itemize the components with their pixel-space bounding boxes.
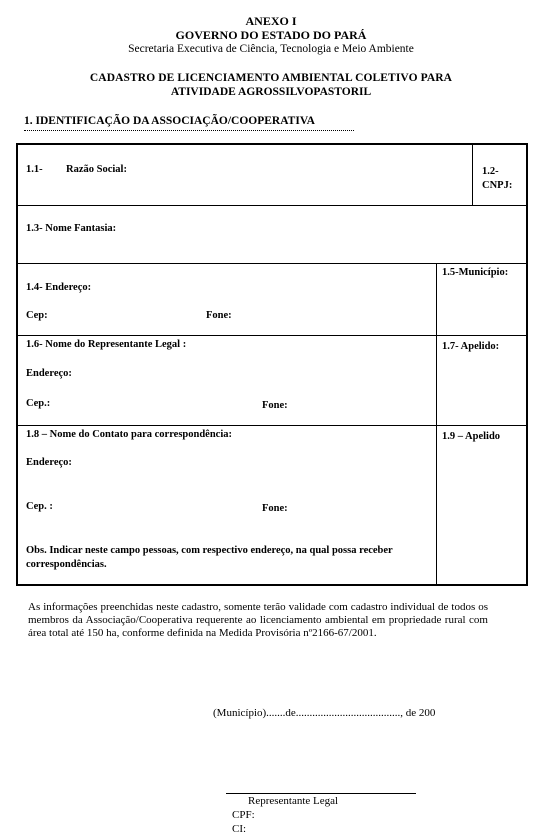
row-divider-3 bbox=[18, 335, 526, 336]
cnpj-field[interactable]: CNPJ: bbox=[482, 180, 513, 191]
secretariat-name: Secretaria Executiva de Ciência, Tecnologia e Meio Ambiente bbox=[128, 43, 414, 55]
representante-legal-field[interactable]: 1.6- Nome do Representante Legal : bbox=[26, 339, 187, 350]
row-divider-1 bbox=[18, 205, 526, 206]
cnpj-number: 1.2- bbox=[482, 166, 499, 177]
representante-cep-field[interactable]: Cep.: bbox=[26, 398, 51, 409]
representante-endereco-field[interactable]: Endereço: bbox=[26, 368, 72, 379]
nome-fantasia-field[interactable]: 1.3- Nome Fantasia: bbox=[26, 223, 117, 234]
cep-field[interactable]: Cep: bbox=[26, 310, 48, 321]
form-title-line1: CADASTRO DE LICENCIAMENTO AMBIENTAL COLETIVO PARA bbox=[89, 72, 453, 84]
date-place-line[interactable]: (Município).......de......................................, de 200 bbox=[213, 707, 436, 719]
identification-form bbox=[16, 143, 528, 586]
ci-field[interactable]: CI: bbox=[232, 823, 247, 835]
form-title-line2: ATIVIDADE AGROSSILVOPASTORIL bbox=[170, 86, 372, 98]
signature-line bbox=[226, 793, 416, 794]
contato-field[interactable]: 1.8 – Nome do Contato para correspondência: bbox=[26, 429, 233, 440]
endereco-field[interactable]: 1.4- Endereço: bbox=[26, 282, 92, 293]
cnpj-column-divider bbox=[472, 145, 473, 205]
validity-note: As informações preenchidas neste cadastro, somente terão validade com cadastro individual de todos os membros da Associação/Cooperativa requerente ao licenciamento ambiental em propriedade rural com área total até 150 ha, conforme definida na Medida Provisória nº2166-67/2001. bbox=[28, 601, 488, 639]
row-divider-2 bbox=[18, 263, 526, 264]
apelido-representante-field[interactable]: 1.7- Apelido: bbox=[442, 341, 500, 352]
contato-fone-field[interactable]: Fone: bbox=[262, 503, 288, 514]
section-1-underline bbox=[24, 130, 354, 131]
annex-label: ANEXO I bbox=[245, 14, 297, 28]
obs-note: Obs. Indicar neste campo pessoas, com respectivo endereço, na qual possa receber correspondências. bbox=[26, 545, 393, 570]
razao-social-number: 1.1- bbox=[26, 164, 43, 175]
contato-cep-field[interactable]: Cep. : bbox=[26, 501, 53, 512]
cpf-field[interactable]: CPF: bbox=[232, 809, 255, 821]
razao-social-field[interactable]: Razão Social: bbox=[66, 164, 127, 175]
row-divider-4 bbox=[18, 425, 526, 426]
right-column-divider bbox=[436, 263, 437, 584]
section-1-title: 1. IDENTIFICAÇÃO DA ASSOCIAÇÃO/COOPERATIVA bbox=[24, 115, 315, 127]
signature-label: Representante Legal bbox=[248, 795, 339, 807]
fone-field[interactable]: Fone: bbox=[206, 310, 232, 321]
apelido-contato-field[interactable]: 1.9 – Apelido bbox=[442, 431, 501, 442]
representante-fone-field[interactable]: Fone: bbox=[262, 400, 288, 411]
contato-endereco-field[interactable]: Endereço: bbox=[26, 457, 72, 468]
municipio-field[interactable]: 1.5-Município: bbox=[442, 267, 509, 278]
government-name: GOVERNO DO ESTADO DO PARÁ bbox=[175, 28, 367, 42]
